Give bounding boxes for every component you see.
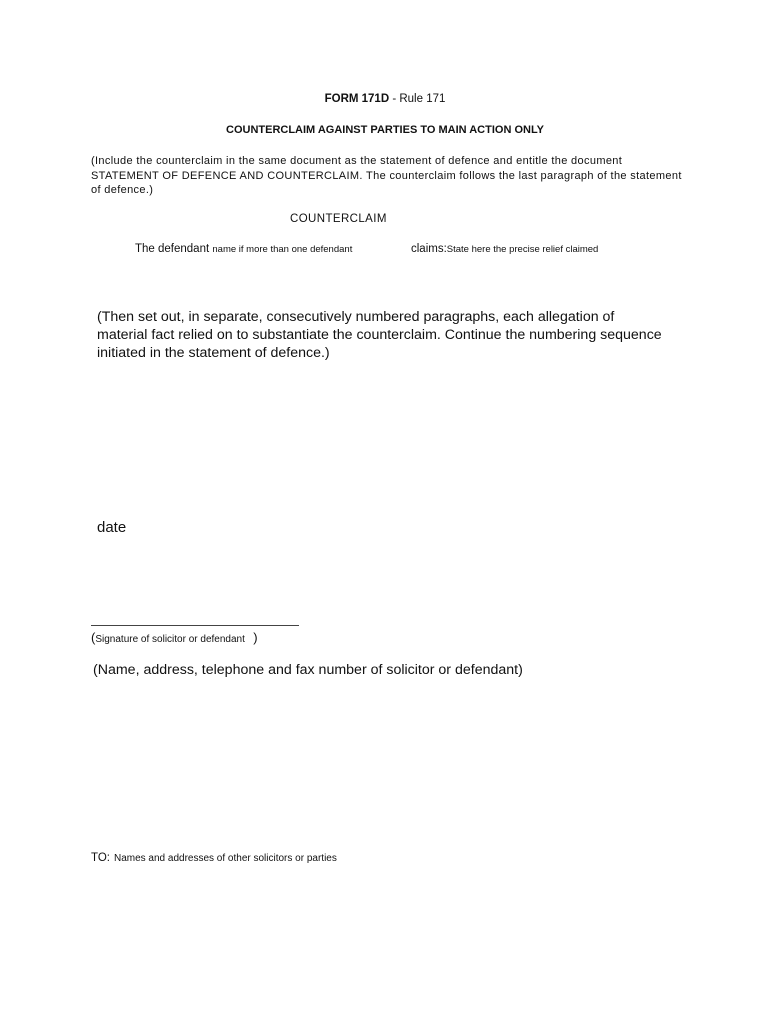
form-number: FORM 171D xyxy=(324,93,390,105)
form-title xyxy=(0,93,770,105)
contact-details-field[interactable]: (Name, address, telephone and fax number of solicitor or defendant) xyxy=(93,662,523,678)
signature-line[interactable] xyxy=(91,613,299,626)
allegation-instruction[interactable]: (Then set out, in separate, consecutively numbered paragraphs, each allegation of material fact relied on to substantiate the counterclaim. Continue the numbering sequence initiated in the statement of defence.) xyxy=(97,309,662,361)
form-rule: - Rule 171 xyxy=(389,93,446,105)
form-subtitle: COUNTERCLAIM AGAINST PARTIES TO MAIN ACTION ONLY xyxy=(226,124,544,136)
instruction-paragraph: (Include the counterclaim in the same document as the statement of defence and entitle the document STATEMENT OF DEFENCE AND COUNTERCLAIM. The counterclaim follows the last paragraph of the statement of defence.) xyxy=(91,155,682,196)
recipients-field[interactable]: Names and addresses of other solicitors or parties xyxy=(113,853,337,864)
claims-label: claims: xyxy=(411,243,447,255)
date-field[interactable]: date xyxy=(97,519,127,536)
counterclaim-heading: COUNTERCLAIM xyxy=(290,213,387,225)
signature-open-paren: ( xyxy=(91,630,96,645)
defendant-name-field[interactable]: name if more than one defendant xyxy=(212,244,353,255)
signature-label: Signature of solicitor or defendant xyxy=(95,634,245,645)
defendant-label: The defendant xyxy=(135,243,210,255)
signature-close-paren: ) xyxy=(253,630,258,645)
relief-claimed-field[interactable]: State here the precise relief claimed xyxy=(446,244,599,255)
to-line xyxy=(91,852,337,864)
signature-caption xyxy=(91,630,258,645)
defendant-line xyxy=(135,243,352,255)
to-label: TO: xyxy=(91,852,110,864)
claims-line xyxy=(411,243,598,255)
